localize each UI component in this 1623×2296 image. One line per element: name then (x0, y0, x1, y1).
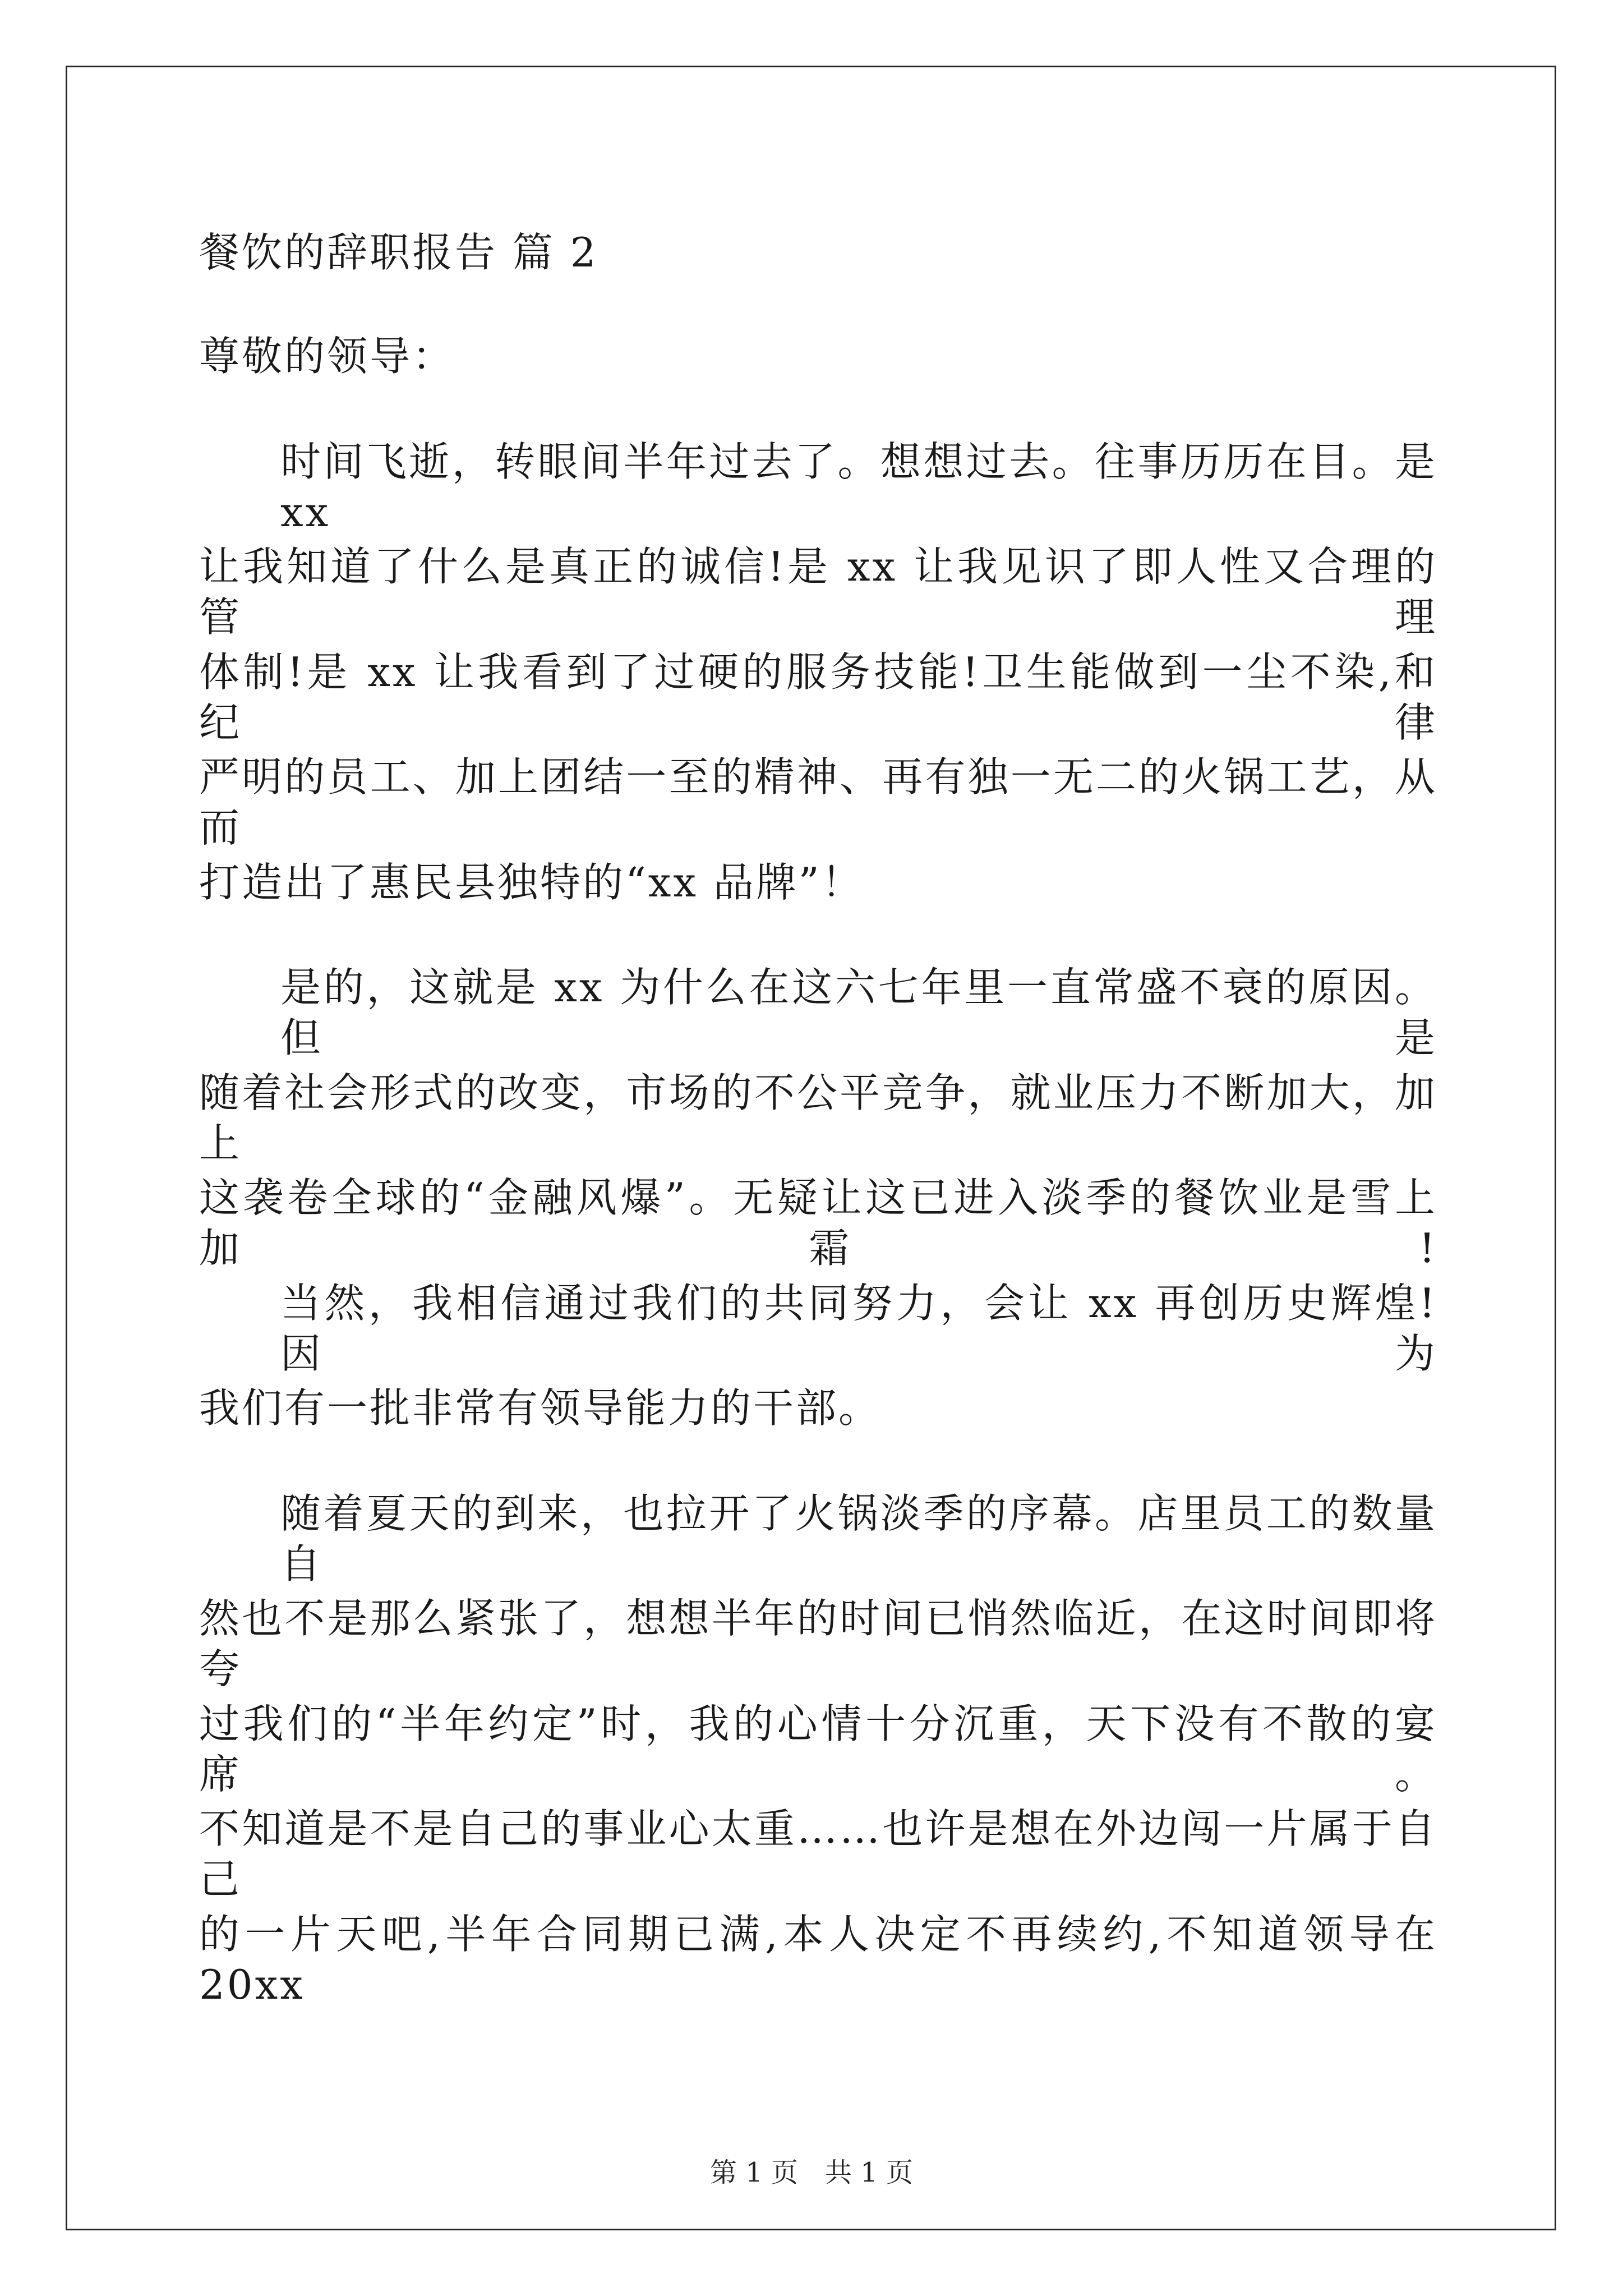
paragraph-1-line-4: 严明的员工、加上团结一至的精神、再有独一无二的火锅工艺，从而 (199, 753, 1437, 851)
page-number: 第 1 页 共 1 页 (709, 2157, 914, 2188)
paragraph-3-line-1: 当然，我相信通过我们的共同努力，会让 xx 再创历史辉煌!因为 (280, 1280, 1437, 1377)
paragraph-1-line-3: 体制!是 xx 让我看到了过硬的服务技能!卫生能做到一尘不染,和纪律 (199, 648, 1437, 746)
document-title: 餐饮的辞职报告 篇 2 (199, 229, 598, 276)
paragraph-3-line-2: 我们有一批非常有领导能力的干部。 (199, 1384, 882, 1432)
paragraph-2-line-2: 随着社会形式的改变，市场的不公平竞争，就业压力不断加大，加上 (199, 1069, 1437, 1167)
paragraph-4-line-5: 的一片天吧,半年合同期已满,本人决定不再续约,不知道领导在 20xx (199, 1911, 1437, 2008)
paragraph-4-line-4: 不知道是不是自己的事业心太重……也许是想在外边闯一片属于自己 (199, 1805, 1437, 1903)
paragraph-4-line-3: 过我们的“半年约定”时，我的心情十分沉重，天下没有不散的宴席。 (199, 1700, 1437, 1798)
paragraph-4-line-1: 随着夏天的到来，也拉开了火锅淡季的序幕。店里员工的数量自 (280, 1490, 1437, 1588)
paragraph-1-line-2: 让我知道了什么是真正的诚信!是 xx 让我见识了即人性又合理的管理 (199, 543, 1437, 641)
paragraph-2-line-1: 是的，这就是 xx 为什么在这六七年里一直常盛不衰的原因。但是 (280, 964, 1437, 1061)
paragraph-4-line-2: 然也不是那么紧张了，想想半年的时间已悄然临近，在这时间即将夸 (199, 1595, 1437, 1692)
paragraph-1-line-5: 打造出了惠民县独特的“xx 品牌”！ (199, 859, 864, 906)
paragraph-1-line-1: 时间飞逝，转眼间半年过去了。想想过去。往事历历在目。是 xx (280, 438, 1437, 536)
salutation: 尊敬的领导： (199, 333, 455, 380)
paragraph-2-line-3: 这袭卷全球的“金融风爆”。无疑让这已进入淡季的餐饮业是雪上加霜! (199, 1174, 1437, 1272)
